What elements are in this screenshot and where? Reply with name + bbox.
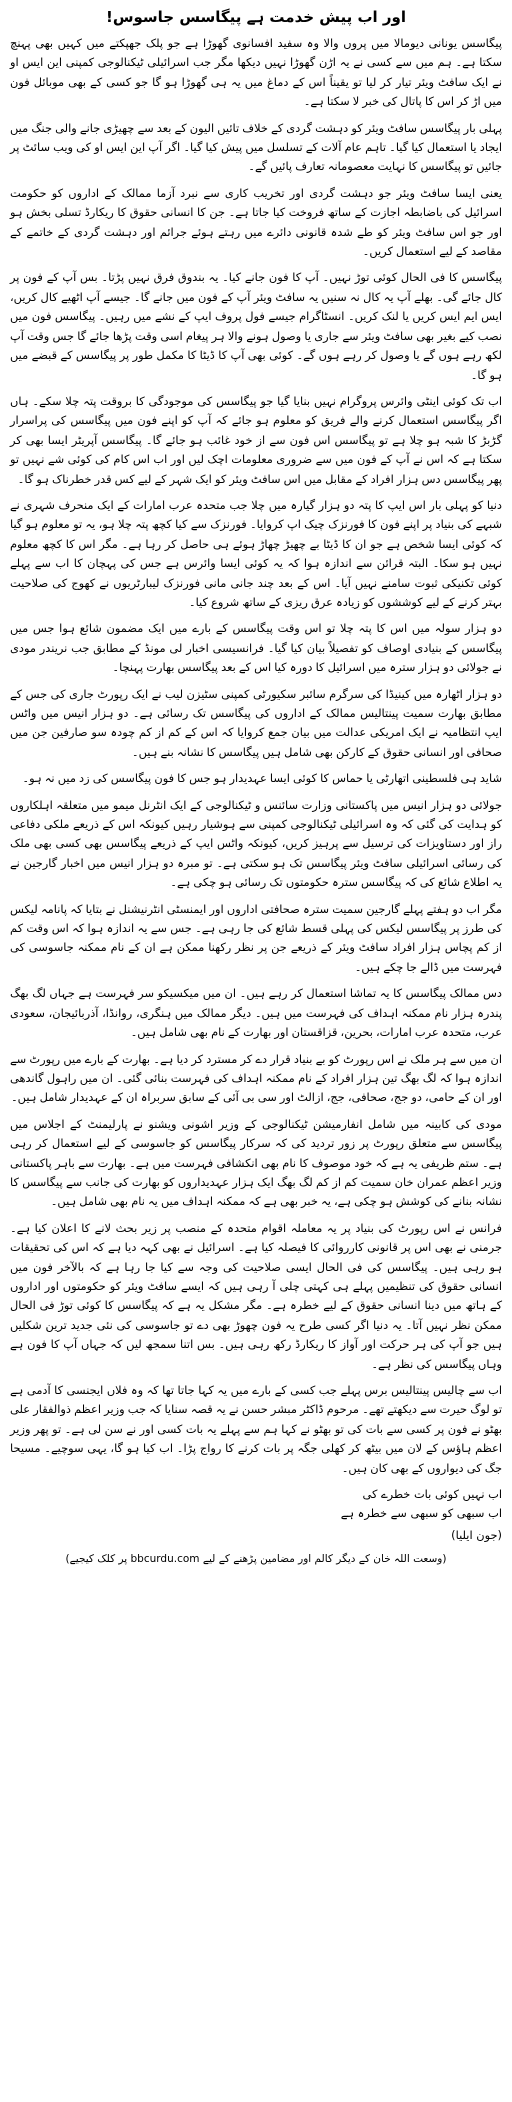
poem-line-2: اب سبھی کو سبھی سے خطرہ ہے <box>340 1506 502 1521</box>
poet-name: (جون ایلیا) <box>451 1527 502 1542</box>
paragraph-6: دنیا کو پہلی بار اس ایپ کا پتہ دو ہزار گیارہ میں چلا جب متحدہ عرب امارات کے ایک منحرف شہری نے شبہے کی بنیاد پر اپنے فون کا فورنزک چیک اپ کروایا۔ فورنزک سے کیا کچھ پتہ چلا ہو، یہ تو معلوم ہو گیا کہ کوئی ایسا شخص ہے جو ان کا ڈیٹا بے چھیڑ چھاڑ ہوئے ہی حاصل کر رہا ہے۔ مگر اس کا کچھ معلوم نہیں ہو سکا۔ البتہ قرائن سے اندازہ ہوا کہ یہ کوئی ایسا وائرس ہے جس کی پہچان کا اب سے پہلے کوئی تکنیکی ثبوت سامنے نہیں آیا۔ اس کے بعد چند جانی مانی فورنزک لیبارٹریوں نے کھوج کی صلاحیت بہتر کرنے کے لیے کوششوں کو زیادہ عرق ریزی کے ساتھ شروع کیا۔ <box>10 497 502 609</box>
paragraph-9: شاید ہی فلسطینی اتھارٹی یا حماس کا کوئی ایسا عہدیدار ہو جس کا فون پیگاسس کی زد میں نہ ہو۔ <box>22 771 502 786</box>
paragraph-4: پیگاسس کا فی الحال کوئی توڑ نہیں۔ آپ کا فون جانے کیا۔ یہ بندوق فرق نہیں پڑتا۔ بس آپ کے فون پر کال جائے گی۔ بھلے آپ یہ کال نہ سنیں یہ سافٹ ویئر آپ کے فون میں جانے گا۔ جیسے آپ اٹھیے کال کریں، ایس ایم ایس کریں یا لنک کریں۔ انسٹاگرام جیسے فول پروف ایپ کے نشے میں رہیں۔ پیگاسس فون میں نصب کیے بغیر بھی سافٹ ویئر سے جاری یا وصول ہونے والا ہر پیغام اسی وقت پڑھا جائے گا جس وقت آپ لکھ رہے ہوں گے یا وصول کر رہے ہوں گے۔ کوئی بھی آپ کا ڈیٹا کا مکمل طور پر پیگاسس کے قبضے میں ہو گا۔ <box>10 270 502 382</box>
closing-poem <box>10 1485 502 1545</box>
paragraph-5: اب تک کوئی اینٹی وائرس پروگرام نہیں بنایا گیا جو پیگاسس کی موجودگی کا بروقت پتہ چلا سکے۔ ہاں اگر پیگاسس استعمال کرنے والے فریق کو معلوم ہو جائے کہ آپ کو اپنے فون میں پیگاسس کی پراسرار گڑبڑ کا شبہ ہو چلا ہے تو پیگاسس اس فون سے از خود غائب ہو جائے گا۔ پیگاسس آپریٹر ایسا بھی کر سکتا ہے کہ اس نے آپ کے فون میں سے ضروری معلومات اچک لیں اور اب اس کام کی کوئی شے نہیں تو پھر پیگاسس دس ہزار افراد کے مقابل میں اس سافٹ ویئر کو ایک شہر کے لیے کس قدر خطرناک ہو گا۔ <box>10 393 502 486</box>
article-body <box>10 34 502 1478</box>
paragraph-2: پہلی بار پیگاسس سافٹ ویئر کو دہشت گردی کے خلاف تائیں الیون کے بعد سے چھیڑی جانے والی جنگ میں ایجاد یا استعمال کیا گیا۔ تاہم عام آلات کے تسلسل میں پیش کیا گیا۔ اگر آپ این ایس او کی ویب سائٹ پر جائیں تو پیگاسس کا نہایت معصومانہ تعارف پائیں گے۔ <box>10 120 502 174</box>
footer-suffix: پر کلک کیجیے) <box>65 1553 128 1566</box>
paragraph-10: جولائی دو ہزار انیس میں پاکستانی وزارت سائنس و ٹیکنالوجی کے ایک انٹرنل میمو میں متعلقہ اہلکاروں کو ہدایت کی گئی کہ وہ اسرائیلی ٹیکنالوجی کمپنی سے ہوشیار رہیں کیونکہ اس کے ذریعے ملکی دفاعی راز اور دستاویزات کی ترسیل سے پرہیز کریں، کیونکہ واٹس ایپ کے ذریعے پیگاسس بھی کسی بھی ملک کی رسائی اسرائیلی سافٹ ویئر پیگاسس تک ہو سکتی ہے۔ تو مبرہ دو ہزار انیس میں اخبار گارجین نے یہ اطلاع شائع کی کہ پیگاسس سترہ حکومتوں تک رسائی ہو چکی ہے۔ <box>10 797 502 890</box>
paragraph-13: ان میں سے ہر ملک نے اس رپورٹ کو بے بنیاد قرار دے کر مسترد کر دیا ہے۔ بھارت کے بارے میں رپورٹ سے اندازہ ہوا کہ لگ بھگ تین ہزار افراد کے نام ممکنہ اہداف کی فہرست بنائی گئی۔ ان میں راہول گاندھی اور ان کے حامی، دو جج، صحافی، جج، ازالٹ اور سی بی آئی کے سابق سربراہ ان کے عہدیدار شامل ہیں۔ <box>10 1051 502 1105</box>
footer-note <box>10 1551 502 1568</box>
paragraph-1: پیگاسس یونانی دیومالا میں پروں والا وہ سفید افسانوی گھوڑا ہے جو پلک جھپکتے میں کہیں بھی پہنچ سکتا ہے۔ ہم میں سے کسی نے یہ اڑن گھوڑا نہیں دیکھا مگر جب اسرائیلی ٹیکنالوجی کمپنی این ایس او نے ایک سافٹ ویئر تیار کر لیا تو یقیناً اس کے دماغ میں یہ ہی گھوڑا ہو گا جو کسی کے بھی موبائل فون میں اڑ کر اس کا پاتال کی خبر لا سکتا ہے۔ <box>10 36 502 109</box>
paragraph-16: اب سے چالیس پینتالیس برس پہلے جب کسی کے بارے میں یہ کہا جاتا تھا کہ وہ فلاں ایجنسی کا آدمی ہے تو لوگ حیرت سے دیکھتے تھے۔ مرحوم ڈاکٹر مبشر حسن نے یہ قصہ سنایا کہ جب وزیر اعظم ذوالفقار علی بھٹو نے فون پر کسی سے بات کی تو بھٹو نے کہا ہم سے پہلے یہ بات کسی اور نے سن لی ہے۔ تو پھر وزیر اعظم ہاؤس کے لان میں بیٹھ کر کھلی جگہ پر بات کرنے کا رواج پڑا۔ اب کیا ہو گا، یہی سوچیے۔ مسیحا جگ کی دیواروں کے بھی کان ہیں۔ <box>10 1383 502 1475</box>
poem-line-1: اب نہیں کوئی بات خطرے کی <box>362 1487 502 1502</box>
footer-text: (وسعت اللہ خان کے دیگر کالم اور مضامین پڑھنے کے لیے <box>202 1553 447 1566</box>
footer-link[interactable]: bbcurdu.com <box>130 1553 200 1566</box>
paragraph-12: دس ممالک پیگاسس کا یہ تماشا استعمال کر رہے ہیں۔ ان میں میکسیکو سر فہرست ہے جہاں لگ بھگ پندرہ ہزار نام ممکنہ اہداف کی فہرست میں ہیں۔ دیگر ممالک میں ہنگری، روانڈا، آذربائیجان، سعودی عرب، متحدہ عرب امارات، بحرین، قزاقستان اور بھارت کے نام بھی شامل ہیں۔ <box>10 986 502 1040</box>
paragraph-14: مودی کی کابینہ میں شامل انفارمیشن ٹیکنالوجی کے وزیر اشونی ویشنو نے پارلیمنٹ کے اجلاس میں پیگاسس سے متعلق رپورٹ پر زور تردید کی کہ سرکار پیگاسس کو جاسوسی کے لیے استعمال کر رہی ہے۔ ستم ظریفی یہ ہے کہ خود موصوف کا نام بھی انکشافی فہرست میں ہے۔ بھارت سے باہر پاکستانی وزیر اعظم عمران خان سمیت کم از کم لگ بھگ ایک ہزار عہدیداروں کو بھارت کی جانب سے پیگاسس کا نشانہ بنانے کی کوشش ہو چکی ہے، یہ خبر بھی ہے کہ ممکنہ اہداف میں یہ نام بھی شامل ہیں۔ <box>10 1116 502 1209</box>
paragraph-3: یعنی ایسا سافٹ ویئر جو دہشت گردی اور تخریب کاری سے نبرد آزما ممالک کے اداروں کو حکومت اسرائیل کی باضابطہ اجازت کے ساتھ فروخت کیا جاتا ہے۔ جن کا انسانی حقوق کا ریکارڈ تسلی بخش ہو اور جو اس سافٹ ویئر کو طے شدہ قانونی دائرے میں رہتے ہوئے جرائم اور دہشت گردی کے خاتمے کے مقاصد کے لیے استعمال کریں۔ <box>10 185 502 259</box>
paragraph-15: فرانس نے اس رپورٹ کی بنیاد پر یہ معاملہ اقوام متحدہ کے منصب پر زیر بحث لانے کا اعلان کیا ہے۔ جرمنی نے بھی اس پر قانونی کارروائی کا فیصلہ کیا ہے۔ اسرائیل نے بھی کہہ دیا ہے کہ اس کی تحقیقات ہو رہی ہیں۔ پیگاسس کی فی الحال ایسی صلاحیت کی وجہ سے کیا جا رہا ہے کہ بالآخر فون میں انسانی حقوق کی تنظیمیں پہلے ہی کہتی چلی آ رہی ہیں کہ ایسے سافٹ ویئر کو حکومتوں اور اداروں کے ہاتھ میں دینا انسانی حقوق کے لیے خطرہ ہے۔ مگر مشکل یہ ہے کہ پیگاسس کا کوئی توڑ فی الحال ممکن نظر نہیں آتا۔ یہ دنیا اگر کسی طرح یہ فون چھوڑ بھی دے تو جاسوسی کی نئی جدید ترین شکلیں ہیں جو آپ کی ہر حرکت اور آواز کا ریکارڈ رکھ رہی ہیں۔ بس اتنا سمجھ لیں کہ جہاں آپ کا فون ہے وہاں پیگاسس کی نظر ہے۔ <box>10 1220 502 1371</box>
paragraph-8: دو ہزار اٹھارہ میں کینیڈا کی سرگرم سائبر سکیورٹی کمپنی سٹیزن لیب نے ایک رپورٹ جاری کی جس کے مطابق بھارت سمیت پینتالیس ممالک کے اداروں کی پیگاسس تک رسائی ہے۔ دو ہزار انیس میں واٹس ایپ انتظامیہ نے ایک امریکی عدالت میں بیان جمع کروایا کہ اس کے کم از کم چودہ سو صارفین جن میں صحافی اور انسانی حقوق کے کارکن بھی شامل ہیں پیگاسس کا نشانہ بنے ہیں۔ <box>10 686 502 759</box>
paragraph-7: دو ہزار سولہ میں اس کا پتہ چلا تو اس وقت پیگاسس کے بارے میں ایک مضمون شائع ہوا جس میں پیگاسس کے بنیادی اوصاف کو تفصیلاً بیان کیا گیا۔ فرانسیسی اخبار لی مونڈ کے مطابق جب نریندر مودی نے جولائی دو ہزار سترہ میں اسرائیل کا دورہ کیا اس کے بعد پیگاسس بھارت پہنچا۔ <box>10 621 502 675</box>
paragraph-11: مگر اب دو ہفتے پہلے گارجین سمیت سترہ صحافتی اداروں اور ایمنسٹی انٹرنیشنل نے بتایا کہ پانامہ لیکس کی طرز پر پیگاسس لیکس کی پہلی قسط شائع کی جا رہی ہے۔ جس سے یہ اندازہ ہوا کہ اس وقت کم از کم پچاس ہزار افراد سافٹ ویئر کے ذریعے جن پر نظر رکھنا ممکن ہے ان کے نام ممکنہ جاسوسی کی فہرست میں ڈالے جا چکے ہیں۔ <box>10 901 502 974</box>
article-headline: اور اب پیش خدمت ہے پیگاسس جاسوس! <box>105 8 407 26</box>
